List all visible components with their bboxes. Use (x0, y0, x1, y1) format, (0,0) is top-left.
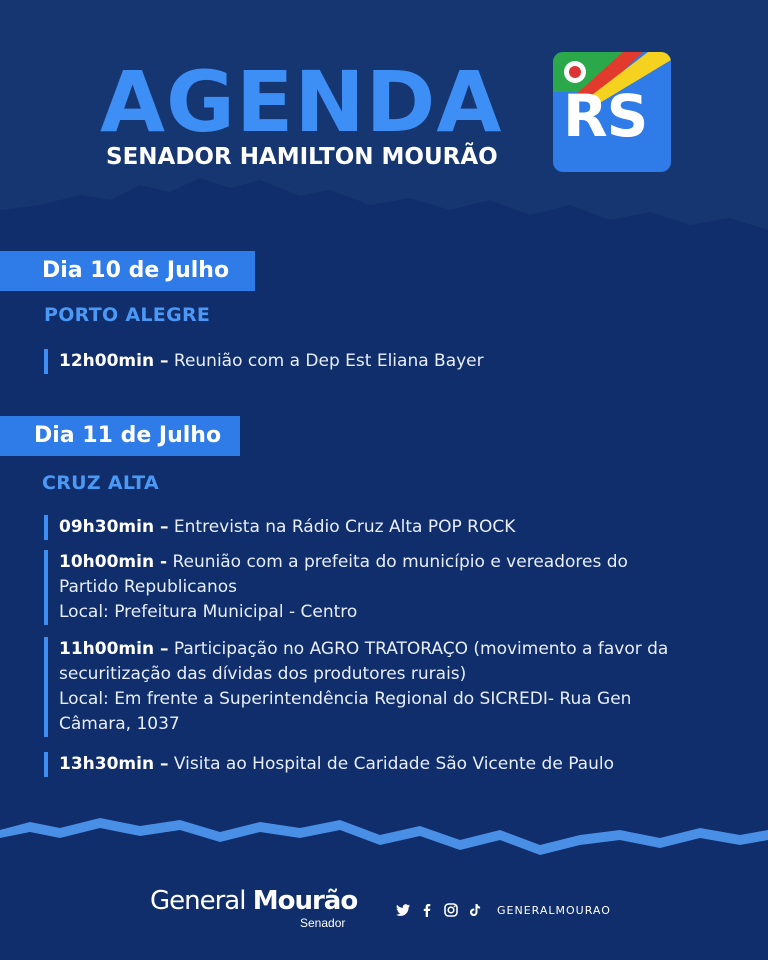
general-mourao-logo (150, 886, 358, 930)
twitter-icon[interactable] (395, 902, 411, 918)
city-porto-alegre: PORTO ALEGRE (44, 304, 211, 326)
list-item-line: Partido Republicanos (59, 577, 237, 597)
list-item-line (59, 515, 734, 540)
item-time: 12h00min – (59, 351, 169, 371)
tiktok-icon[interactable] (467, 902, 483, 918)
list-item-line (59, 637, 734, 662)
list-item-line (59, 349, 734, 374)
logo-subtitle: Senador (300, 916, 346, 930)
item-time: 10h00min - (59, 552, 168, 572)
list-item-line: Câmara, 1037 (59, 714, 180, 734)
item-time: 11h00min – (59, 639, 169, 659)
day-tag-11-julho: Dia 11 de Julho (0, 416, 240, 456)
facebook-icon[interactable] (419, 902, 435, 918)
list-item (44, 637, 734, 737)
page-subtitle: SENADOR HAMILTON MOURÃO (106, 144, 498, 170)
item-text: Reunião com a prefeita do município e vereadores do (172, 552, 628, 572)
list-item (44, 515, 734, 540)
rs-badge-text: RS (563, 82, 648, 150)
header (0, 53, 768, 190)
item-text: Entrevista na Rádio Cruz Alta POP ROCK (173, 517, 516, 537)
list-item-line: Local: Em frente a Superintendência Regional do SICREDI- Rua Gen (59, 689, 632, 709)
page-title: AGENDA (100, 53, 503, 151)
list-item (44, 349, 734, 374)
item-time: 13h30min – (59, 754, 169, 774)
item-time: 09h30min – (59, 517, 169, 537)
list-item (44, 752, 734, 777)
list-item-line (59, 550, 734, 575)
instagram-icon[interactable] (443, 902, 459, 918)
list-item (44, 550, 734, 625)
list-item-line (59, 752, 734, 777)
item-text: Visita ao Hospital de Caridade São Vicente de Paulo (173, 754, 614, 774)
day-tag-10-julho: Dia 10 de Julho (0, 251, 255, 291)
list-item-line: securitização das dívidas dos produtores rurais) (59, 664, 467, 684)
social-links (395, 900, 611, 920)
social-handle[interactable]: GENERALMOURAO (497, 903, 611, 917)
list-item-line: Local: Prefeitura Municipal - Centro (59, 602, 358, 622)
rs-badge (553, 52, 671, 172)
logo-light: General (150, 886, 246, 916)
city-cruz-alta: CRUZ ALTA (42, 472, 159, 494)
logo-name (150, 886, 357, 916)
item-text: Participação no AGRO TRATORAÇO (movimento a favor da (173, 639, 669, 659)
logo-bold: Mourão (252, 886, 358, 916)
item-text: Reunião com a Dep Est Eliana Bayer (173, 351, 484, 371)
